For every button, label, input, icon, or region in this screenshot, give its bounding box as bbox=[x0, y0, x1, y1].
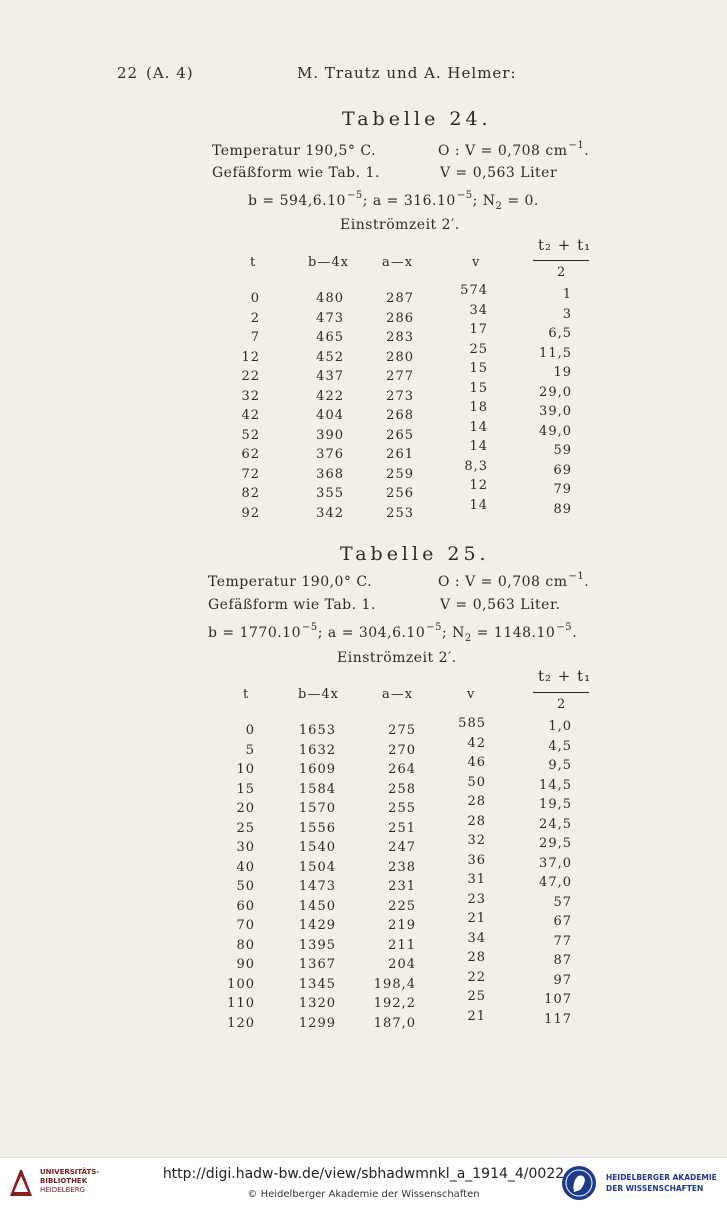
table-cell: 1,0 bbox=[548, 719, 572, 734]
table-cell: 120 bbox=[227, 1015, 255, 1031]
table-cell: 50 bbox=[467, 774, 486, 790]
table-cell: 480 bbox=[316, 291, 344, 306]
table-25-ov-ratio: O : V = 0,708 $cm^{-1}$. bbox=[438, 571, 590, 590]
table-cell: 231 bbox=[388, 879, 416, 894]
table-cell: 62 bbox=[241, 447, 260, 462]
table-cell: 270 bbox=[388, 742, 416, 758]
table-cell: 473 bbox=[316, 310, 344, 326]
section-ref: (A. 4) bbox=[146, 64, 194, 82]
table-cell: 10 bbox=[236, 762, 255, 777]
table-cell: 59 bbox=[553, 443, 572, 458]
table-cell: 265 bbox=[386, 427, 414, 443]
table-cell: 238 bbox=[388, 859, 416, 875]
table-cell: 97 bbox=[553, 972, 572, 988]
table-cell: 1395 bbox=[298, 937, 336, 953]
table-25-header-v: v bbox=[467, 687, 476, 702]
table-cell: 283 bbox=[386, 330, 414, 345]
table-cell: 107 bbox=[544, 992, 572, 1007]
table-cell: 368 bbox=[316, 466, 344, 482]
table-cell: 390 bbox=[316, 427, 344, 443]
table-cell: 15 bbox=[469, 361, 488, 376]
table-cell: 32 bbox=[467, 833, 486, 848]
table-cell: 49,0 bbox=[539, 423, 572, 439]
table-cell: 1632 bbox=[298, 742, 336, 758]
table-cell: 5 bbox=[245, 742, 255, 758]
table-cell: 1299 bbox=[298, 1015, 336, 1031]
table-25-col-ax bbox=[368, 721, 416, 1033]
table-cell: 14 bbox=[469, 497, 488, 513]
table-cell: 1504 bbox=[298, 859, 336, 875]
table-cell: 24,5 bbox=[539, 816, 572, 832]
table-cell: 268 bbox=[386, 408, 414, 423]
page-number: 22 bbox=[117, 64, 139, 82]
logo-left-line-1: UNIVERSITÄTS- bbox=[40, 1168, 100, 1176]
table-cell: 90 bbox=[236, 957, 255, 972]
table-cell: 79 bbox=[553, 482, 572, 497]
table-cell: 0 bbox=[245, 723, 255, 738]
table-24-header-fraction-top: t₂ + t₁ bbox=[538, 236, 592, 254]
table-cell: 7 bbox=[250, 330, 260, 345]
table-25-initial-conditions: $b = 1770.10^{-5}$; $a = 304,6.10^{-5}$; $N_2 = 1148.10^{-5}$. bbox=[208, 622, 578, 644]
table-cell: 452 bbox=[316, 349, 344, 365]
table-cell: 25 bbox=[236, 820, 255, 836]
table-cell: 72 bbox=[241, 466, 260, 482]
table-cell: 11,5 bbox=[539, 345, 572, 361]
table-cell: 1450 bbox=[298, 898, 336, 914]
table-cell: 256 bbox=[386, 486, 414, 501]
table-cell: 273 bbox=[386, 388, 414, 404]
table-cell: 29,0 bbox=[539, 384, 572, 400]
table-cell: 211 bbox=[388, 937, 416, 953]
table-cell: 19 bbox=[553, 365, 572, 380]
table-24-col-t bbox=[220, 289, 260, 523]
table-cell: 287 bbox=[386, 291, 414, 306]
table-cell: 17 bbox=[469, 322, 488, 337]
table-cell: 1320 bbox=[298, 996, 336, 1011]
table-cell: 255 bbox=[388, 801, 416, 816]
table-cell: 14 bbox=[469, 419, 488, 435]
table-24-initial-conditions: $b = 594,6.10^{-5}$; $a = 316.10^{-5}$; $N_2 = 0$. bbox=[248, 190, 539, 212]
table-cell: 204 bbox=[388, 957, 416, 972]
table-cell: 42 bbox=[241, 408, 260, 423]
table-cell: 1345 bbox=[298, 976, 336, 992]
table-24-volume: V = 0,563 Liter bbox=[440, 165, 558, 181]
table-cell: 36 bbox=[467, 852, 486, 868]
logo-left-line-3: HEIDELBERG bbox=[40, 1186, 85, 1194]
table-cell: 2 bbox=[250, 310, 260, 326]
table-24-temperature: Temperatur 190,5° C. bbox=[212, 143, 377, 159]
table-cell: 14,5 bbox=[539, 777, 572, 793]
table-cell: 437 bbox=[316, 369, 344, 384]
academy-logo[interactable] bbox=[560, 1164, 725, 1202]
table-24-header-fraction-bottom: 2 bbox=[557, 265, 567, 280]
table-cell: 15 bbox=[236, 781, 255, 797]
table-cell: 15 bbox=[469, 380, 488, 396]
table-cell: 80 bbox=[236, 937, 255, 953]
table-cell: 1429 bbox=[298, 918, 336, 933]
table-cell: 6,5 bbox=[548, 326, 572, 341]
table-cell: 247 bbox=[388, 840, 416, 855]
table-cell: 12 bbox=[469, 478, 488, 493]
table-cell: 25 bbox=[469, 341, 488, 357]
table-cell: 69 bbox=[553, 462, 572, 478]
table-cell: 37,0 bbox=[539, 855, 572, 871]
table-25-col-b4x bbox=[290, 721, 336, 1033]
table-25-header-b4x: b—4x bbox=[298, 687, 339, 702]
table-cell: 1584 bbox=[298, 781, 336, 797]
table-25-inflow-time: Einströmzeit 2′. bbox=[337, 650, 457, 666]
table-cell: 219 bbox=[388, 918, 416, 933]
table-cell: 286 bbox=[386, 310, 414, 326]
table-24-header-ax: a—x bbox=[382, 255, 414, 270]
table-24-vessel-form: Gefäßform wie Tab. 1. bbox=[212, 165, 380, 181]
table-cell: 1 bbox=[562, 287, 572, 302]
table-cell: 100 bbox=[227, 976, 255, 992]
running-title: M. Trautz und A. Helmer: bbox=[297, 64, 517, 82]
table-25-col-v bbox=[446, 714, 486, 1026]
table-cell: 376 bbox=[316, 447, 344, 462]
table-24-ov-ratio: O : V = 0,708 $cm^{-1}$. bbox=[438, 140, 590, 159]
permalink-url[interactable]: http://digi.hadw-bw.de/view/sbhadwmnkl_a_1914_4/0022 bbox=[162, 1166, 565, 1182]
table-cell: 20 bbox=[236, 801, 255, 816]
table-cell: 21 bbox=[467, 911, 486, 926]
table-cell: 192,2 bbox=[373, 996, 416, 1011]
table-cell: 70 bbox=[236, 918, 255, 933]
table-cell: 117 bbox=[544, 1011, 572, 1027]
table-cell: 57 bbox=[553, 894, 572, 910]
table-cell: 29,5 bbox=[539, 836, 572, 851]
viewer-footer bbox=[0, 1157, 727, 1208]
table-24-title: Tabelle 24. bbox=[342, 108, 492, 130]
table-cell: 34 bbox=[467, 930, 486, 946]
table-cell: 187,0 bbox=[373, 1015, 416, 1031]
table-25-header-ax: a—x bbox=[382, 687, 414, 702]
table-cell: 9,5 bbox=[548, 758, 572, 773]
table-cell: 42 bbox=[467, 735, 486, 751]
table-cell: 355 bbox=[316, 486, 344, 501]
table-cell: 4,5 bbox=[548, 738, 572, 754]
table-cell: 32 bbox=[241, 388, 260, 404]
table-cell: 52 bbox=[241, 427, 260, 443]
table-cell: 12 bbox=[241, 349, 260, 365]
table-cell: 110 bbox=[227, 996, 255, 1011]
table-cell: 23 bbox=[467, 891, 486, 907]
table-cell: 14 bbox=[469, 439, 488, 454]
table-24-col-v bbox=[450, 281, 488, 515]
table-cell: 92 bbox=[241, 505, 260, 521]
table-24-col-mean bbox=[520, 285, 572, 519]
table-24-col-ax bbox=[376, 289, 414, 523]
table-25-temperature: Temperatur 190,0° C. bbox=[208, 574, 373, 590]
table-cell: 21 bbox=[467, 1008, 486, 1024]
table-cell: 87 bbox=[553, 953, 572, 968]
table-25-vessel-form: Gefäßform wie Tab. 1. bbox=[208, 597, 376, 613]
table-cell: 1653 bbox=[298, 723, 336, 738]
logo-left-line-2: BIBLIOTHEK bbox=[40, 1177, 88, 1185]
table-24-header-v: v bbox=[472, 255, 481, 270]
logo-right-line-1: HEIDELBERGER AKADEMIE bbox=[606, 1173, 717, 1182]
table-cell: 585 bbox=[458, 716, 486, 731]
table-cell: 198,4 bbox=[373, 976, 416, 992]
table-cell: 8,3 bbox=[464, 458, 488, 474]
table-24-inflow-time: Einströmzeit 2′. bbox=[340, 217, 460, 233]
table-cell: 77 bbox=[553, 933, 572, 949]
table-cell: 1473 bbox=[298, 879, 336, 894]
table-cell: 465 bbox=[316, 330, 344, 345]
table-cell: 40 bbox=[236, 859, 255, 875]
table-cell: 342 bbox=[316, 505, 344, 521]
table-cell: 46 bbox=[467, 755, 486, 770]
table-cell: 1367 bbox=[298, 957, 336, 972]
table-24-col-b4x bbox=[300, 289, 344, 523]
table-cell: 1540 bbox=[298, 840, 336, 855]
table-cell: 258 bbox=[388, 781, 416, 797]
table-cell: 31 bbox=[467, 872, 486, 887]
table-cell: 0 bbox=[250, 291, 260, 306]
table-25-col-t bbox=[210, 721, 255, 1033]
table-cell: 264 bbox=[388, 762, 416, 777]
table-25-header-t: t bbox=[243, 687, 250, 702]
copyright-notice: © Heidelberger Akademie der Wissenschaften bbox=[247, 1189, 480, 1200]
table-cell: 275 bbox=[388, 723, 416, 738]
table-cell: 261 bbox=[386, 447, 414, 462]
table-cell: 19,5 bbox=[539, 797, 572, 812]
table-cell: 39,0 bbox=[539, 404, 572, 419]
table-25-header-fraction-bottom: 2 bbox=[557, 697, 567, 712]
table-cell: 3 bbox=[562, 306, 572, 322]
logo-right-line-2: DER WISSENSCHAFTEN bbox=[606, 1184, 704, 1193]
table-cell: 1556 bbox=[298, 820, 336, 836]
table-cell: 18 bbox=[469, 400, 488, 415]
table-cell: 28 bbox=[467, 794, 486, 809]
table-24-header-t: t bbox=[250, 255, 257, 270]
table-cell: 47,0 bbox=[539, 875, 572, 890]
table-25-volume: V = 0,563 Liter. bbox=[440, 597, 561, 613]
table-cell: 404 bbox=[316, 408, 344, 423]
table-cell: 50 bbox=[236, 879, 255, 894]
table-24-fraction-bar bbox=[533, 260, 589, 261]
table-cell: 34 bbox=[469, 302, 488, 318]
table-cell: 25 bbox=[467, 989, 486, 1004]
table-cell: 82 bbox=[241, 486, 260, 501]
table-cell: 253 bbox=[386, 505, 414, 521]
table-25-header-fraction-top: t₂ + t₁ bbox=[538, 667, 592, 685]
table-cell: 280 bbox=[386, 349, 414, 365]
table-cell: 67 bbox=[553, 914, 572, 929]
table-25-fraction-bar bbox=[533, 692, 589, 693]
table-cell: 22 bbox=[467, 969, 486, 985]
table-cell: 22 bbox=[241, 369, 260, 384]
table-cell: 1570 bbox=[298, 801, 336, 816]
table-cell: 277 bbox=[386, 369, 414, 384]
table-cell: 28 bbox=[467, 813, 486, 829]
table-cell: 574 bbox=[460, 283, 488, 298]
table-cell: 422 bbox=[316, 388, 344, 404]
table-25-col-mean bbox=[514, 717, 572, 1029]
table-cell: 251 bbox=[388, 820, 416, 836]
table-cell: 30 bbox=[236, 840, 255, 855]
table-24-header-b4x: b—4x bbox=[308, 255, 349, 270]
table-cell: 1609 bbox=[298, 762, 336, 777]
table-cell: 225 bbox=[388, 898, 416, 914]
table-25-title: Tabelle 25. bbox=[340, 543, 490, 565]
table-cell: 259 bbox=[386, 466, 414, 482]
table-cell: 28 bbox=[467, 950, 486, 965]
academy-emblem-icon bbox=[560, 1164, 600, 1202]
table-cell: 89 bbox=[553, 501, 572, 517]
table-cell: 60 bbox=[236, 898, 255, 914]
